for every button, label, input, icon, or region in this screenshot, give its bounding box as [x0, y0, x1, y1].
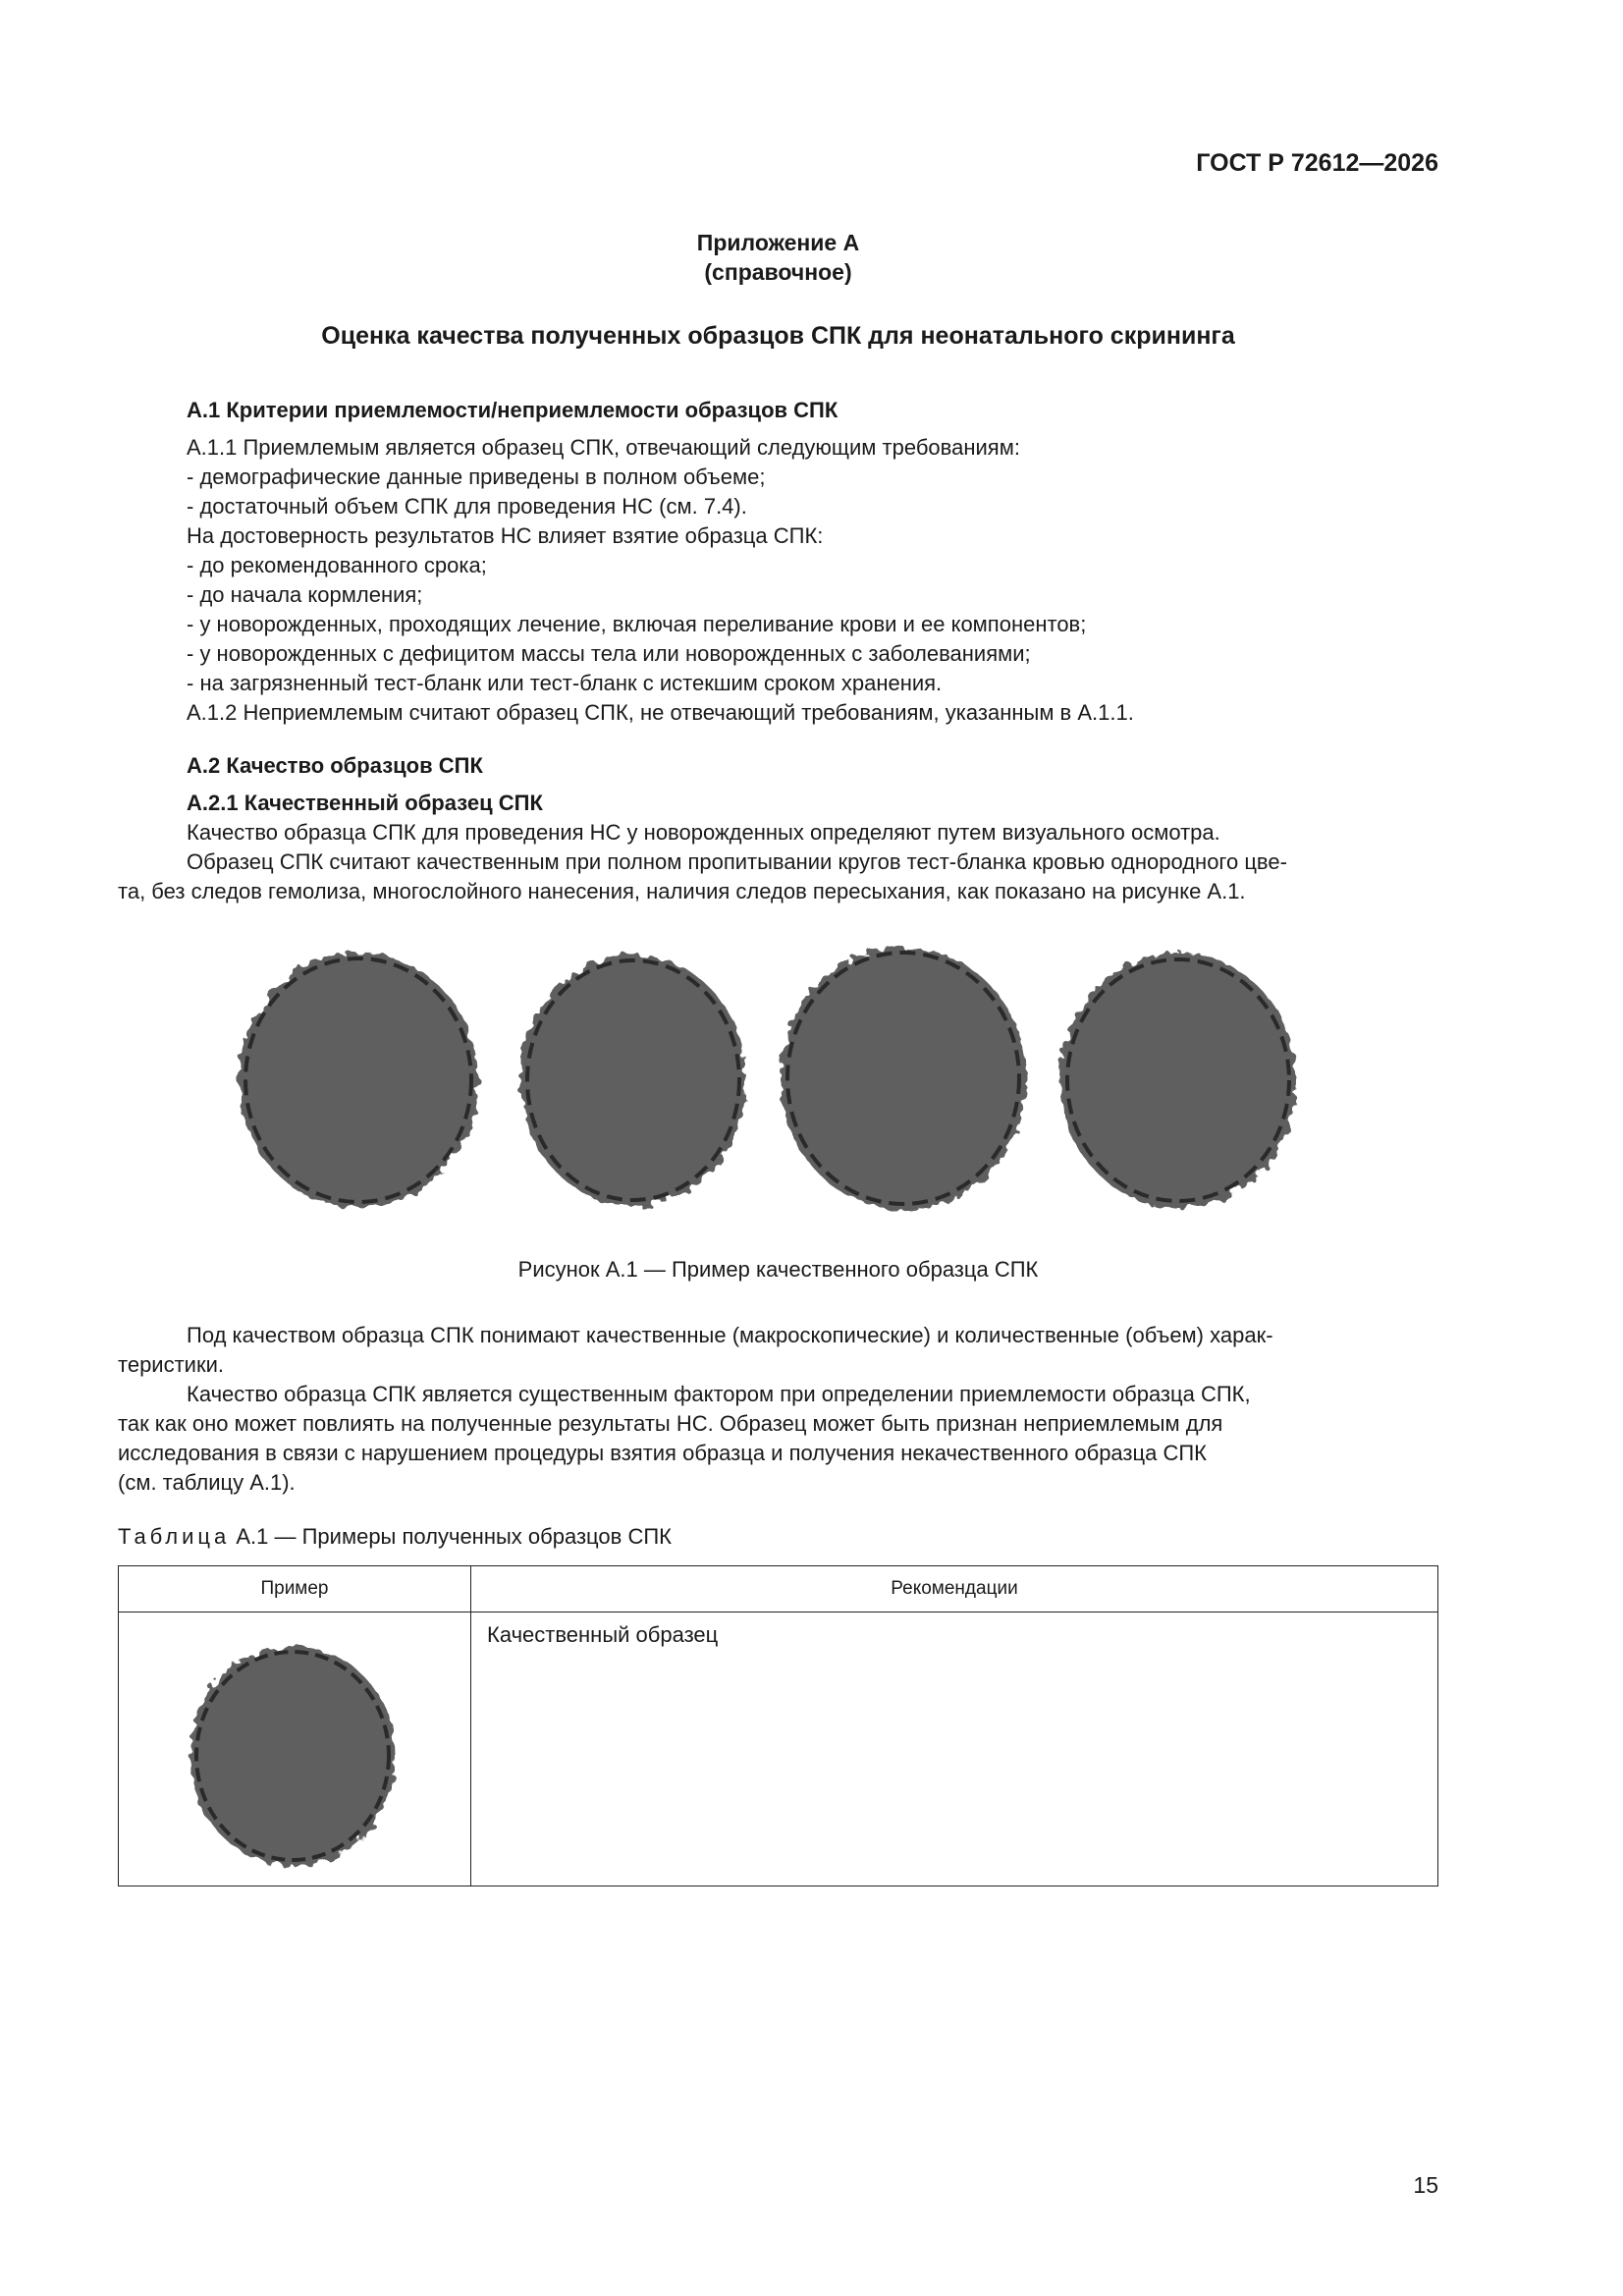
blood-spot-3: [781, 947, 1026, 1210]
paragraph-line: Образец СПК считают качественным при полном пропитывании кругов тест-бланка кровью однородного цве-: [187, 849, 1287, 874]
standard-id: ГОСТ Р 72612—2026: [1196, 149, 1438, 177]
list-item: - у новорожденных с дефицитом массы тела или новорожденных с заболеваниями;: [187, 641, 1031, 666]
paragraphs-block: [118, 1321, 1438, 1498]
paragraph: Качество образца СПК для проведения НС у новорожденных определяют путем визуального осмотра.: [187, 820, 1220, 845]
figure-caption: Рисунок А.1 — Пример качественного образца СПК: [517, 1257, 1039, 1282]
text-line: На достоверность результатов НС влияет взятие образца СПК:: [187, 523, 824, 548]
paragraph-line: (см. таблицу А.1).: [118, 1470, 296, 1495]
table-caption: [118, 1524, 672, 1550]
section-a1: [187, 396, 1438, 728]
table-header-row: [119, 1566, 1438, 1613]
table-caption-prefix: Таблица: [118, 1524, 231, 1549]
section-a1-heading: А.1 Критерии приемлемости/неприемлемости образцов СПК: [187, 398, 839, 422]
document-page: [118, 0, 1438, 2296]
appendix-heading: [118, 228, 1438, 287]
paragraph-line: теристики.: [118, 1352, 224, 1377]
list-item: - до рекомендованного срока;: [187, 553, 487, 577]
paragraph-line: исследования в связи с нарушением процедуры взятия образца и получения некачественного образца СПК: [118, 1441, 1207, 1465]
list-item: - достаточный объем СПК для проведения НС (см. 7.4).: [187, 494, 747, 519]
section-a2-1-heading: А.2.1 Качественный образец СПК: [187, 791, 543, 815]
appendix-title: Приложение А: [696, 230, 860, 255]
blood-spot-4: [1060, 953, 1296, 1208]
section-a2-heading: А.2 Качество образцов СПК: [187, 753, 483, 778]
list-item: - демографические данные приведены в полном объеме;: [187, 465, 766, 489]
paragraph-line: Под качеством образца СПК понимают качественные (макроскопические) и количественные (объем) харак-: [187, 1323, 1273, 1347]
example-cell: [119, 1613, 471, 1886]
recommendation-cell: Качественный образец: [471, 1613, 1438, 1886]
list-item: - на загрязненный тест-бланк или тест-бланк с истекшим сроком хранения.: [187, 671, 943, 695]
figure-a1: [226, 943, 1434, 1228]
table-caption-text: А.1 — Примеры полученных образцов СПК: [230, 1524, 672, 1549]
paragraph-line: так как оно может повлиять на полученные результаты НС. Образец может быть признан неприемлемым для: [118, 1411, 1223, 1436]
text-line: А.1.1 Приемлемым является образец СПК, отвечающий следующим требованиям:: [187, 435, 1020, 460]
section-a2: [118, 751, 1438, 906]
text-line: А.1.2 Неприемлемым считают образец СПК, не отвечающий требованиям, указанным в А.1.1.: [187, 700, 1134, 725]
paragraph-line: Качество образца СПК является существенным фактором при определении приемлемости образца СПК,: [187, 1382, 1251, 1406]
table-row: [119, 1613, 1438, 1886]
paragraph-line: та, без следов гемолиза, многослойного нанесения, наличия следов пересыхания, как показано на рисунке А.1.: [118, 879, 1246, 903]
page-number: 15: [1413, 2172, 1438, 2198]
col-header-recommendations: Рекомендации: [471, 1566, 1438, 1613]
list-item: - до начала кормления;: [187, 582, 423, 607]
blood-spot-example: [120, 1613, 469, 1885]
blood-spot-1: [239, 953, 478, 1208]
col-header-example: Пример: [119, 1566, 471, 1613]
document-title: Оценка качества полученных образцов СПК для неонатального скрининга: [321, 322, 1235, 350]
appendix-subtitle: (справочное): [704, 259, 852, 285]
blood-spot-2: [520, 955, 746, 1206]
list-item: - у новорожденных, проходящих лечение, включая переливание крови и ее компонентов;: [187, 612, 1087, 636]
table-a1: [118, 1565, 1438, 1886]
